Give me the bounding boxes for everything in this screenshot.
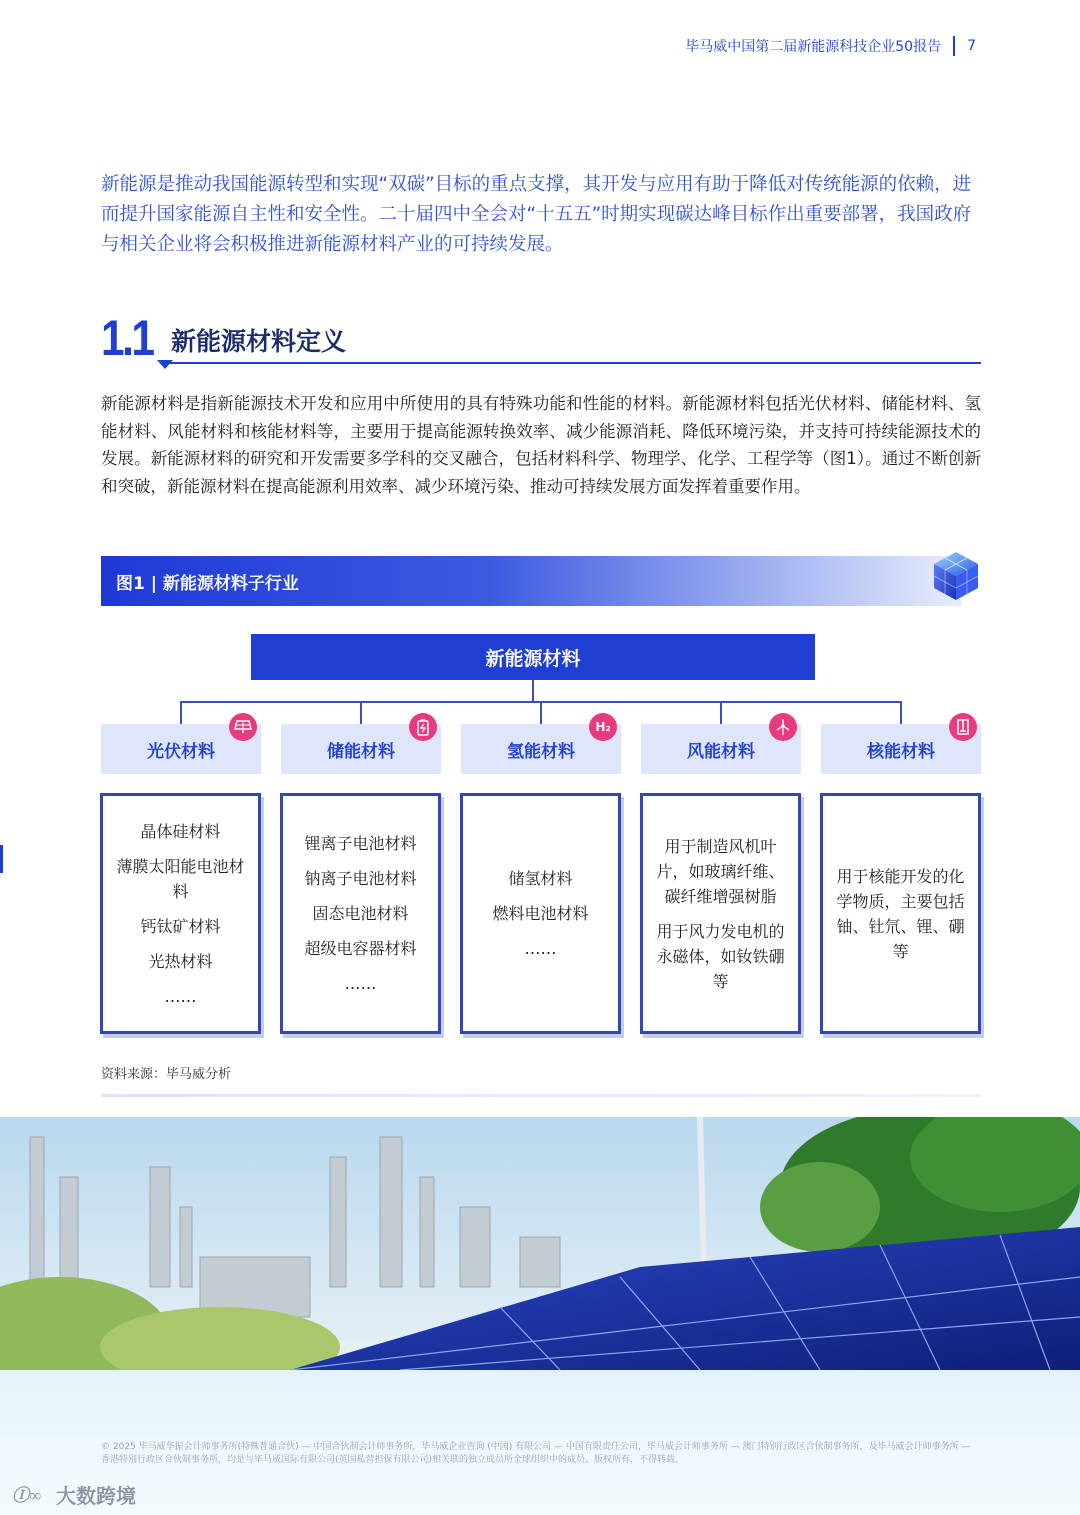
tree-drop-pv xyxy=(180,701,182,724)
figure-caption: 图1 | 新能源材料子行业 xyxy=(116,573,299,594)
source-divider xyxy=(101,1094,981,1097)
list-item: 晶体硅材料 xyxy=(140,821,221,841)
list-item: 用于风力发电机的永磁体，如钕铁硼等 xyxy=(656,921,785,991)
section-heading xyxy=(101,312,981,366)
list-item: 固态电池材料 xyxy=(312,904,409,923)
category-storage xyxy=(281,724,441,774)
wind-turbine-icon xyxy=(769,713,797,741)
solar-panel-icon xyxy=(229,713,257,741)
list-item: 储氢材料 xyxy=(508,869,573,888)
list-item: …… xyxy=(524,939,557,958)
section-rule-notch xyxy=(157,360,173,369)
section-rule xyxy=(165,362,981,364)
tree-drop-wind xyxy=(720,701,722,724)
section-number: 1.1 xyxy=(101,310,153,366)
hydrogen-icon: H₂ xyxy=(589,713,617,741)
list-item: 用于制造风机叶片，如玻璃纤维、碳纤维增强树脂 xyxy=(656,836,785,906)
tree-drop-hydrogen xyxy=(540,701,542,724)
list-item: …… xyxy=(164,986,197,1006)
category-pv-items xyxy=(100,793,261,1034)
category-storage-items xyxy=(280,793,441,1034)
solar-industry-photo xyxy=(0,1117,1080,1370)
tree-drop-storage xyxy=(360,701,362,724)
watermark-logo-icon xyxy=(12,1484,50,1506)
tree-root-label: 新能源材料 xyxy=(485,647,581,670)
list-item: 用于核能开发的化学物质，主要包括铀、钍氘、锂、硼等 xyxy=(836,866,965,961)
section-title: 新能源材料定义 xyxy=(171,327,347,356)
page-number: 7 xyxy=(967,38,976,54)
list-item: 超级电容器材料 xyxy=(304,939,417,958)
category-wind-items xyxy=(640,793,801,1034)
watermark xyxy=(12,1480,136,1509)
list-item: 锂离子电池材料 xyxy=(304,834,417,853)
tree-root-node xyxy=(251,634,815,680)
running-header xyxy=(685,36,976,56)
header-divider xyxy=(953,36,955,56)
category-hydrogen-items xyxy=(460,793,621,1034)
figure-caption-banner xyxy=(101,556,961,606)
category-pv-label: 光伏材料 xyxy=(147,741,215,762)
page-edge-marker xyxy=(0,845,3,873)
list-item: 钠离子电池材料 xyxy=(304,869,417,888)
list-item: 钙钛矿材料 xyxy=(140,916,221,936)
cube-icon xyxy=(928,548,984,604)
intro-paragraph: 新能源是推动我国能源转型和实现“双碳”目标的重点支撑，其开发与应用有助于降低对传统能源的依赖，进而提升国家能源自主性和安全性。二十届四中全会对“十五五”时期实现碳达峰目标作出重要部署，我国政府与相关企业将会积极推进新能源材料产业的可持续发展。 xyxy=(101,174,972,255)
list-item: 光热材料 xyxy=(148,951,213,971)
list-item: 燃料电池材料 xyxy=(492,904,589,923)
tree-trunk xyxy=(532,680,534,702)
category-storage-label: 储能材料 xyxy=(327,741,395,762)
list-item: …… xyxy=(344,974,377,993)
category-nuclear-items xyxy=(820,793,981,1034)
copyright-notice: © 2025 毕马威华振会计师事务所(特殊普通合伙) — 中国合伙制会计师事务所，毕马威企业咨询 (中国) 有限公司 — 中国有限责任公司，毕马威会计师事务所 — 澳门特别行政区合伙制事务所，及毕马威会计师事务所 — 香港特别行政区合伙制事务所，均是与毕马威国际有限公司(英国私营担保有限公司)相关联的独立成员所全球组织中的成员。版权所有，不得转载。 xyxy=(101,1442,971,1465)
category-nuclear xyxy=(821,724,981,774)
nuclear-icon xyxy=(949,713,977,741)
category-wind-label: 风能材料 xyxy=(687,741,755,762)
watermark-text: 大数跨境 xyxy=(56,1484,136,1508)
category-nuclear-label: 核能材料 xyxy=(867,741,935,762)
svg-text:Ⓘ∞: Ⓘ∞ xyxy=(12,1485,42,1505)
section-body: 新能源材料是指新能源技术开发和应用中所使用的具有特殊功能和性能的材料。新能源材料包括光伏材料、储能材料、氢能材料、风能材料和核能材料等，主要用于提高能源转换效率、减少能源消耗、降低环境污染，并支持可持续能源技术的发展。新能源材料的研究和开发需要多学科的交叉融合，包括材料科学、物理学、化学、工程学等（图1）。通过不断创新和突破，新能源材料在提高能源利用效率、减少环境污染、推动可持续发展方面发挥着重要作用。 xyxy=(101,394,981,496)
figure-source: 资料来源：毕马威分析 xyxy=(101,1067,232,1082)
category-pv xyxy=(101,724,261,774)
category-hydrogen xyxy=(461,720,621,774)
category-hydrogen-label: 氢能材料 xyxy=(507,741,575,762)
report-title: 毕马威中国第二届新能源科技企业50报告 xyxy=(685,39,942,55)
battery-icon xyxy=(409,713,437,741)
list-item: 薄膜太阳能电池材料 xyxy=(116,856,245,901)
tree-drop-nuclear xyxy=(900,701,902,724)
category-wind xyxy=(641,724,801,774)
